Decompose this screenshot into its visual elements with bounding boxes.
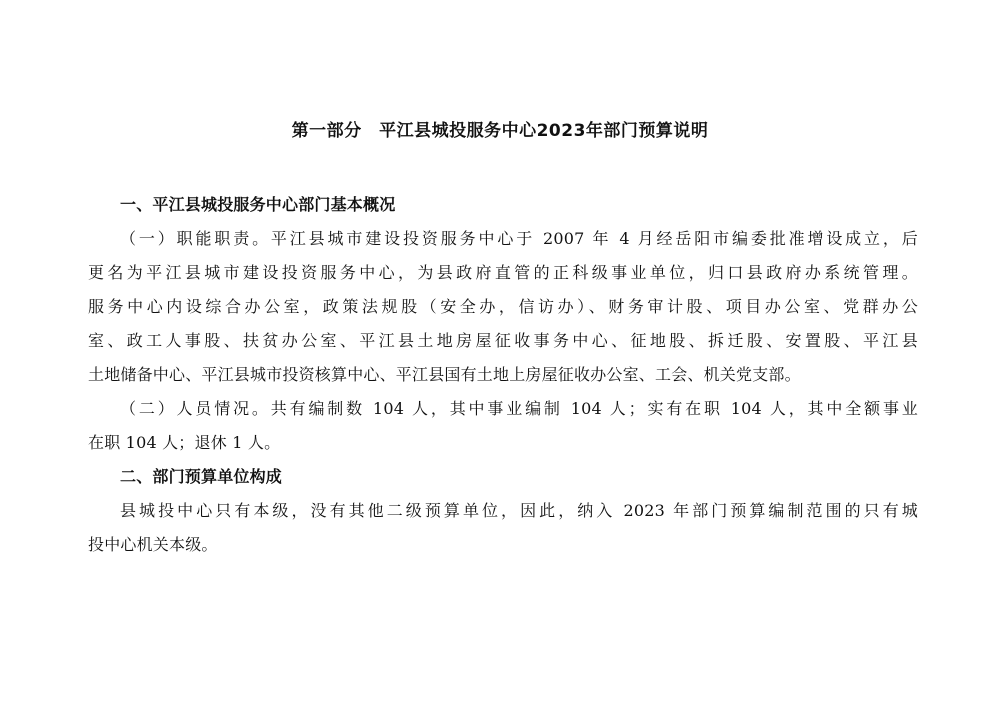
paragraph-line: 投中心机关本级。 [88,535,218,554]
paragraph-line: 更名为平江县城市建设投资服务中心，为县政府直管的正科级事业单位，归口县政府办系统管理。 [88,263,918,282]
paragraph-line: 服务中心内设综合办公室，政策法规股（安全办，信访办）、财务审计股、项目办公室、党群办公 [88,297,918,316]
paragraph-line: （一）职能职责。平江县城市建设投资服务中心于 2007 年 4 月经岳阳市编委批准增设成立，后 [120,229,918,248]
section-heading-2: 二、部门预算单位构成 [120,467,283,486]
paragraph-line: （二）人员情况。共有编制数 104 人，其中事业编制 104 人；实有在职 104 人，其中全额事业 [120,399,918,418]
page-title: 第一部分 平江县城投服务中心2023年部门预算说明 [291,121,709,141]
paragraph-staffing [88,392,918,460]
section-heading-1: 一、平江县城投服务中心部门基本概况 [120,195,396,214]
paragraph-line: 室、政工人事股、扶贫办公室、平江县土地房屋征收事务中心、征地股、拆迁股、安置股、平江县 [88,331,918,350]
document-body [88,188,918,562]
paragraph-budget-units [88,494,918,562]
paragraph-line: 县城投中心只有本级，没有其他二级预算单位，因此，纳入 2023 年部门预算编制范围的只有城 [120,501,918,520]
paragraph-line: 在职 104 人；退休 1 人。 [88,433,281,452]
paragraph-line: 土地储备中心、平江县城市投资核算中心、平江县国有土地上房屋征收办公室、工会、机关党支部。 [88,365,801,384]
paragraph-duties [88,222,918,392]
